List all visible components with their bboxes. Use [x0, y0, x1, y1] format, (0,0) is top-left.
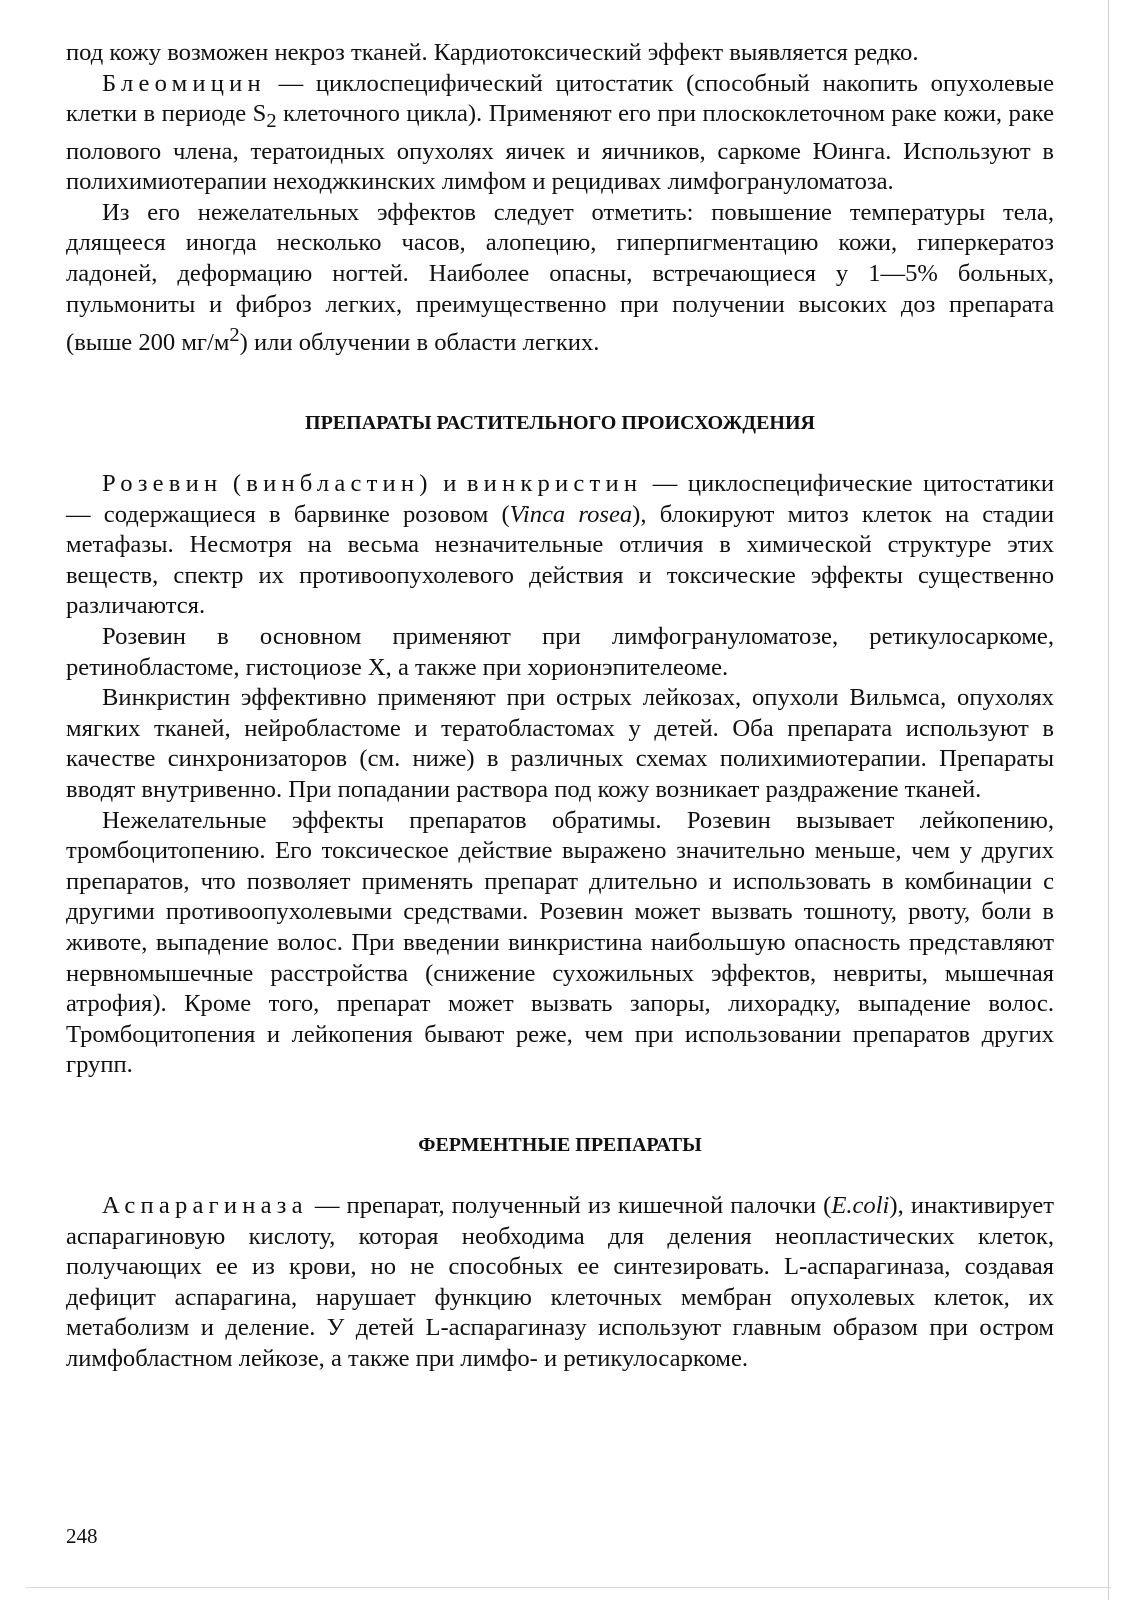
paragraph-bleomycin	[66, 69, 1054, 198]
latin-name-e-coli: E.coli	[831, 1191, 890, 1219]
drug-term-vincristine: винкристин	[466, 470, 643, 498]
drug-term-bleomycin: Блеомицин	[102, 69, 266, 97]
paragraph-rosevin-vincristine	[66, 469, 1054, 622]
bleomycin-subscript: 2	[266, 110, 277, 133]
latin-name-vinca-rosea: Vinca rosea	[509, 500, 633, 528]
bleomycin-text-1: — циклоспецифический цитостатик (способный накопить опухолевые клетки в периоде S	[66, 69, 1054, 128]
paragraph-vincristine-use: Винкристин эффективно применяют при острых лейкозах, опухоли Вильмса, опухолях мягких тканей, нейробластоме и тератобластомах у детей. Оба препарата используют в качестве синхронизаторов (см. ниже) в различных схемах полихимиотерапии. Препараты вводят внутривенно. При попадании раствора под кожу возникает раздражение тканей.	[66, 684, 1054, 803]
section-heading-enzyme-drugs: ФЕРМЕНТНЫЕ ПРЕПАРАТЫ	[418, 1133, 702, 1156]
rosevin-text-1: — циклоспецифические цитостатики — содержащиеся в барвинке розовом (	[66, 470, 1054, 528]
drug-term-asparaginase: Аспарагиназа	[102, 1191, 308, 1219]
rosevin-conjunction: и	[432, 470, 467, 498]
paragraph-continuation: под кожу возможен некроз тканей. Кардиотоксический эффект выявляется редко.	[66, 39, 919, 66]
drug-term-rosevin: Розевин	[102, 470, 223, 498]
page-edge-right	[1108, 0, 1109, 1600]
page-number: 248	[66, 1524, 98, 1548]
page-edge-bottom	[26, 1587, 1111, 1588]
drug-term-vinblastine: (винбластин)	[232, 470, 433, 498]
bleomycin-effects-text-2: ) или облучении в области легких.	[239, 329, 600, 357]
asparaginase-text-2: ), инактивирует аспарагиновую кислоту, которая необходима для деления неопластических клеток, получающих ее из крови, но не способных ее синтезировать. L-аспарагиназа, создавая дефицит аспарагина, нарушает функцию клеточных мембран опухолевых клеток, их метаболизм и деление. У детей L-аспарагиназу используют главным образом при остром лимфобластном лейкозе, а также при лимфо- и ретикулосаркоме.	[66, 1191, 1054, 1372]
bleomycin-effects-superscript: 2	[229, 324, 240, 347]
section-heading-plant-drugs: ПРЕПАРАТЫ РАСТИТЕЛЬНОГО ПРОИСХОЖДЕНИЯ	[305, 412, 815, 435]
paragraph-plant-side-effects: Нежелательные эффекты препаратов обратимы. Розевин вызывает лейкопению, тромбоцитопению. Его токсическое действие выражено значительно меньше, чем у других препаратов, что позволяет применять препарат длительно и использовать в комбинации с другими противоопухолевыми средствами. Розевин может вызвать тошноту, рвоту, боли в животе, выпадение волос. При введении винкристина наибольшую опасность представляют нервномышечные расстройства (снижение сухожильных эффектов, невриты, мышечная атрофия). Кроме того, препарат может вызвать запоры, лихорадку, выпадение волос. Тромбоцитопения и лейкопения бывают реже, чем при использовании препаратов других групп.	[66, 806, 1054, 1079]
asparaginase-text-1: — препарат, полученный из кишечной палочки (	[307, 1191, 832, 1219]
bleomycin-text-2: клеточного цикла). Применяют его при плоскоклеточном раке кожи, раке полового члена, тератоидных опухолях яичек и яичников, саркоме Юинга. Используют в полихимиотерапии неходжкинских лимфом и рецидивах лимфогрануломатоза.	[66, 100, 1054, 196]
paragraph-asparaginase	[66, 1191, 1054, 1375]
rosevin-text-2: ), блокируют митоз клеток на стадии метафазы. Несмотря на весьма незначительные отличия в химической структуре этих веществ, спектр их противоопухолевого действия и токсические эффекты существенно различаются.	[66, 500, 1054, 620]
paragraph-rosevin-use: Розевин в основном применяют при лимфогрануломатозе, ретикулосаркоме, ретинобластоме, гистоциозе X, а также при хорионэпителеоме.	[66, 623, 1054, 681]
bleomycin-effects-text-1: Из его нежелательных эффектов следует отметить: повышение температуры тела, длящееся иногда несколько часов, алопецию, гиперпигментацию кожи, гиперкератоз ладоней, деформацию ногтей. Наиболее опасны, встречающиеся у 1—5% больных, пульмониты и фиброз легких, преимущественно при получении высоких доз препарата (выше 200 мг/м	[66, 198, 1054, 357]
paragraph-bleomycin-side-effects	[66, 198, 1054, 359]
page-body	[66, 38, 1054, 1374]
